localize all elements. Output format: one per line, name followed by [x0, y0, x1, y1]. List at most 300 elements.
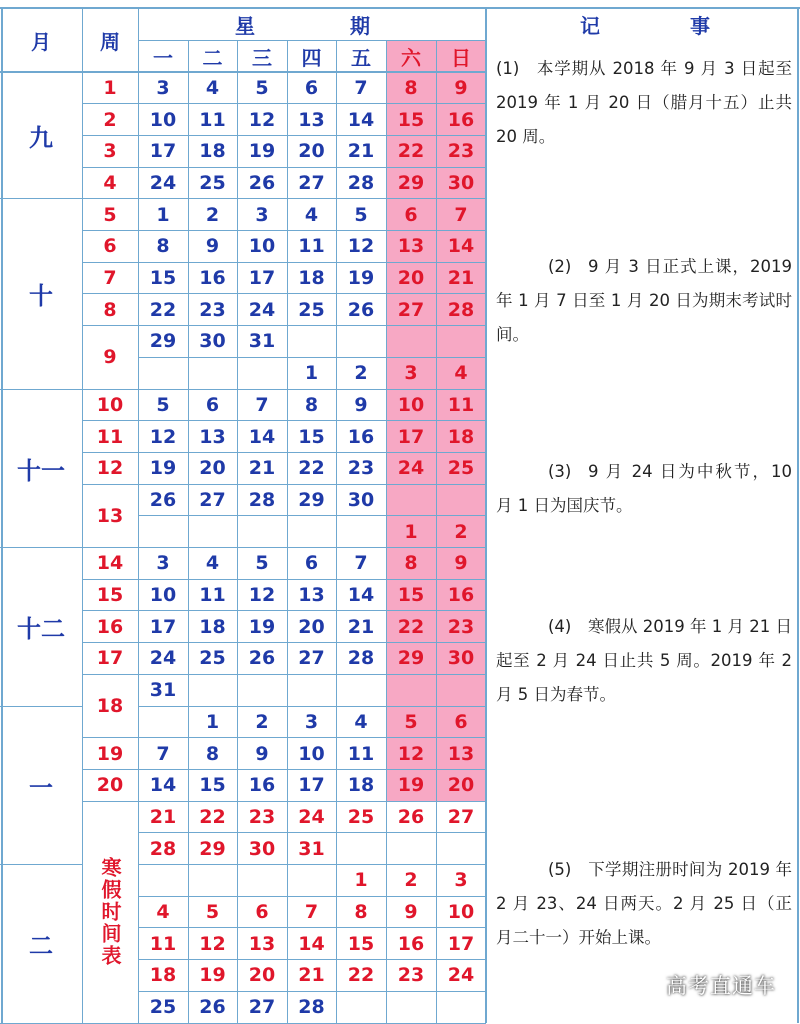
week-number: 7: [103, 267, 117, 290]
week-number: 12: [96, 457, 124, 480]
weekday-7: 日: [451, 45, 471, 70]
note-number: (2): [548, 257, 572, 276]
date-cell: 15: [397, 108, 425, 131]
date-cell: 30: [447, 647, 475, 670]
date-cell: 25: [447, 457, 475, 480]
date-cell: 16: [248, 774, 276, 797]
date-cell: 2: [404, 869, 418, 892]
date-cell: 3: [156, 552, 170, 575]
date-cell: 31: [248, 330, 276, 353]
grid-line: [138, 230, 486, 231]
date-cell: 15: [298, 425, 325, 448]
grid-line: [138, 198, 486, 199]
date-cell: 30: [347, 488, 375, 511]
grid-line: [138, 262, 486, 263]
date-cell: 7: [156, 742, 170, 765]
week-number: 8: [103, 298, 117, 321]
grid-line: [82, 135, 138, 136]
date-cell: 17: [298, 774, 325, 797]
week-number: 15: [96, 584, 124, 607]
grid-line: [138, 40, 486, 41]
grid-line: [0, 198, 82, 199]
month-label: 十二: [17, 615, 65, 644]
grid-line: [82, 198, 138, 199]
month-label: 二: [29, 932, 53, 961]
grid-line: [82, 293, 138, 294]
date-cell: 10: [248, 235, 276, 258]
date-cell: 6: [404, 203, 418, 226]
grid-line: [138, 769, 486, 770]
date-cell: 11: [199, 108, 226, 131]
date-cell: 30: [199, 330, 226, 353]
grid-line: [82, 1023, 138, 1024]
date-cell: 22: [397, 140, 425, 163]
date-cell: 31: [298, 837, 325, 860]
date-cell: 20: [248, 964, 276, 987]
date-cell: 18: [199, 140, 226, 163]
date-cell: 8: [404, 552, 418, 575]
note-item: [496, 853, 792, 955]
week-number: 4: [103, 171, 117, 194]
date-cell: 14: [298, 932, 325, 955]
date-cell: 27: [298, 171, 325, 194]
date-cell: 15: [199, 774, 226, 797]
grid-line: [82, 642, 138, 643]
date-cell: 26: [397, 805, 425, 828]
grid-line: [138, 389, 486, 390]
date-cell: 5: [205, 901, 220, 924]
date-cell: 1: [304, 362, 319, 385]
date-cell: 13: [248, 932, 276, 955]
date-cell: 28: [248, 488, 276, 511]
grid-line: [138, 167, 486, 168]
date-cell: 16: [347, 425, 375, 448]
date-cell: 7: [354, 552, 368, 575]
date-cell: 11: [298, 235, 325, 258]
week-number: 3: [103, 140, 117, 163]
date-cell: 12: [347, 235, 375, 258]
grid-line: [138, 547, 486, 548]
grid-line: [82, 230, 138, 231]
date-cell: 5: [404, 710, 418, 733]
grid-line: [82, 674, 138, 675]
note-item: [496, 610, 792, 712]
date-cell: 14: [347, 584, 375, 607]
date-cell: 3: [304, 710, 319, 733]
date-cell: 24: [149, 647, 177, 670]
date-cell: 18: [447, 425, 475, 448]
date-cell: 8: [156, 235, 170, 258]
grid-line: [138, 293, 486, 294]
date-cell: 20: [298, 140, 325, 163]
date-cell: 4: [354, 710, 368, 733]
grid-line: [138, 927, 486, 928]
week-number: 16: [96, 615, 124, 638]
date-cell: 17: [447, 932, 475, 955]
date-cell: 6: [255, 901, 269, 924]
date-cell: 2: [255, 710, 269, 733]
date-cell: 23: [199, 298, 226, 321]
date-cell: 19: [149, 457, 177, 480]
date-cell: 21: [347, 615, 375, 638]
date-cell: 13: [397, 235, 425, 258]
date-cell: 2: [454, 520, 468, 543]
week-header: 周: [100, 29, 120, 54]
weekday-2: 二: [202, 45, 223, 70]
week-number: 19: [96, 742, 124, 765]
date-cell: 26: [149, 488, 177, 511]
date-cell: 10: [149, 584, 177, 607]
weekday-3: 三: [252, 45, 272, 70]
grid-line: [0, 547, 82, 548]
grid-line: [138, 991, 486, 992]
weekday-title-right: 期: [350, 13, 370, 38]
weekday-4: 四: [301, 45, 322, 70]
weekday-title-left: 星: [235, 13, 255, 38]
date-cell: 14: [447, 235, 475, 258]
grid-line: [138, 1023, 486, 1024]
date-cell: 4: [304, 203, 319, 226]
date-cell: 15: [149, 267, 177, 290]
week-number: 20: [96, 774, 124, 797]
date-cell: 18: [298, 267, 325, 290]
date-cell: 22: [397, 615, 425, 638]
date-cell: 6: [304, 552, 319, 575]
grid-line: [138, 357, 486, 358]
date-cell: 12: [248, 108, 276, 131]
date-cell: 23: [248, 805, 276, 828]
date-cell: 5: [255, 76, 269, 99]
date-cell: 11: [347, 742, 375, 765]
week-number: 17: [96, 647, 124, 670]
date-cell: 1: [354, 869, 368, 892]
date-cell: 5: [255, 552, 269, 575]
date-cell: 16: [447, 108, 475, 131]
date-cell: 3: [255, 203, 269, 226]
date-cell: 8: [205, 742, 220, 765]
grid-line: [797, 8, 799, 1023]
date-cell: 1: [205, 710, 220, 733]
date-cell: 4: [156, 901, 170, 924]
note-text: 下学期注册时间为 2019 年 2 月 23、24 日两天。2 月 25 日（正月二十一）开始上课。: [496, 860, 792, 947]
date-cell: 12: [248, 584, 276, 607]
date-cell: 8: [304, 393, 319, 416]
date-cell: 28: [447, 298, 475, 321]
date-cell: 27: [447, 805, 475, 828]
grid-line: [237, 40, 238, 1023]
grid-line: [188, 40, 189, 1023]
grid-line: [82, 801, 138, 802]
week-number: 18: [96, 694, 124, 717]
date-cell: 29: [149, 330, 177, 353]
grid-line: [138, 959, 486, 960]
date-cell: 20: [298, 615, 325, 638]
note-number: (4): [548, 617, 572, 636]
date-cell: 5: [354, 203, 368, 226]
grid-line: [82, 389, 138, 390]
date-cell: 7: [304, 901, 319, 924]
note-number: (1): [496, 59, 520, 78]
grid-line: [0, 1023, 82, 1024]
date-cell: 29: [199, 837, 226, 860]
date-cell: 21: [447, 267, 475, 290]
date-cell: 9: [404, 901, 418, 924]
date-cell: 23: [447, 615, 475, 638]
date-cell: 25: [347, 805, 375, 828]
date-cell: 27: [298, 647, 325, 670]
date-cell: 14: [149, 774, 177, 797]
date-cell: 26: [347, 298, 375, 321]
date-cell: 18: [199, 615, 226, 638]
grid-line: [82, 769, 138, 770]
date-cell: 24: [447, 964, 475, 987]
date-cell: 8: [354, 901, 368, 924]
grid-line: [336, 40, 337, 1023]
grid-line: [138, 642, 486, 643]
date-cell: 14: [248, 425, 276, 448]
grid-line: [138, 706, 486, 707]
date-cell: 21: [347, 140, 375, 163]
date-cell: 12: [149, 425, 177, 448]
date-cell: 6: [205, 393, 220, 416]
date-cell: 17: [149, 615, 177, 638]
grid-line: [138, 610, 486, 611]
month-label: 十: [29, 282, 53, 311]
date-cell: 15: [347, 932, 375, 955]
date-cell: 27: [248, 996, 276, 1019]
grid-line: [82, 452, 138, 453]
grid-line: [82, 579, 138, 580]
date-cell: 24: [298, 805, 325, 828]
grid-line: [138, 452, 486, 453]
date-cell: 29: [397, 647, 425, 670]
date-cell: 22: [199, 805, 226, 828]
grid-line: [287, 40, 288, 1023]
month-label: 十一: [17, 456, 65, 485]
date-cell: 28: [149, 837, 177, 860]
date-cell: 11: [199, 584, 226, 607]
grid-line: [138, 737, 486, 738]
date-cell: 24: [149, 171, 177, 194]
grid-line: [138, 832, 486, 833]
grid-line: [138, 864, 486, 865]
note-item: [496, 250, 792, 352]
grid-line: [138, 484, 486, 485]
date-cell: 19: [248, 615, 276, 638]
date-cell: 3: [156, 76, 170, 99]
date-cell: 7: [354, 76, 368, 99]
grid-line: [138, 135, 486, 136]
grid-line: [436, 40, 437, 1023]
note-item: [496, 52, 792, 154]
note-text: 寒假从 2019 年 1 月 21 日起至 2 月 24 日止共 5 周。2019 年 2 月 5 日为春节。: [496, 617, 792, 704]
date-cell: 17: [149, 140, 177, 163]
date-cell: 26: [248, 171, 276, 194]
date-cell: 9: [205, 235, 220, 258]
date-cell: 12: [199, 932, 226, 955]
note-number: (3): [548, 462, 572, 481]
date-cell: 21: [298, 964, 325, 987]
date-cell: 28: [347, 647, 375, 670]
date-cell: 9: [354, 393, 368, 416]
date-cell: 22: [149, 298, 177, 321]
date-cell: 10: [149, 108, 177, 131]
date-cell: 8: [404, 76, 418, 99]
date-cell: 19: [397, 774, 425, 797]
date-cell: 3: [454, 869, 468, 892]
grid-line: [82, 610, 138, 611]
grid-line: [0, 389, 82, 390]
date-cell: 9: [255, 742, 269, 765]
note-item: [496, 455, 792, 523]
week-number: 6: [103, 235, 117, 258]
vacation-label: 寒假时间表: [98, 857, 122, 968]
date-cell: 19: [347, 267, 375, 290]
grid-line: [138, 515, 486, 516]
date-cell: 1: [156, 203, 170, 226]
weekday-6: 六: [401, 45, 421, 70]
date-cell: 19: [248, 140, 276, 163]
date-cell: 10: [397, 393, 425, 416]
date-cell: 25: [298, 298, 325, 321]
notes-title-left: 记: [580, 13, 600, 38]
grid-line: [82, 8, 83, 1023]
date-cell: 21: [149, 805, 177, 828]
date-cell: 15: [397, 584, 425, 607]
date-cell: 20: [397, 267, 425, 290]
date-cell: 6: [454, 710, 468, 733]
week-number: 10: [96, 393, 124, 416]
grid-line: [82, 167, 138, 168]
grid-line: [82, 547, 138, 548]
grid-line: [138, 896, 486, 897]
grid-line: [82, 103, 138, 104]
date-cell: 16: [199, 267, 226, 290]
date-cell: 28: [298, 996, 325, 1019]
date-cell: 24: [248, 298, 276, 321]
date-cell: 30: [248, 837, 276, 860]
date-cell: 24: [397, 457, 425, 480]
date-cell: 4: [205, 552, 220, 575]
weekday-5: 五: [351, 45, 371, 70]
week-number: 2: [103, 108, 117, 131]
month-header: 月: [31, 29, 51, 54]
date-cell: 14: [347, 108, 375, 131]
date-cell: 23: [447, 140, 475, 163]
grid-line: [0, 864, 82, 865]
grid-line: [82, 420, 138, 421]
date-cell: 22: [347, 964, 375, 987]
date-cell: 10: [447, 901, 475, 924]
grid-line: [386, 40, 387, 1023]
week-number: 5: [103, 203, 117, 226]
date-cell: 28: [347, 171, 375, 194]
grid-line: [0, 7, 800, 9]
date-cell: 27: [397, 298, 425, 321]
date-cell: 16: [397, 932, 425, 955]
date-cell: 30: [447, 171, 475, 194]
week-number: 14: [96, 552, 124, 575]
date-cell: 25: [149, 996, 177, 1019]
grid-line: [82, 737, 138, 738]
note-text: 本学期从 2018 年 9 月 3 日起至 2019 年 1 月 20 日（腊月十五）止共 20 周。: [496, 59, 792, 146]
grid-line: [82, 325, 138, 326]
date-cell: 2: [205, 203, 220, 226]
date-cell: 25: [199, 171, 226, 194]
date-cell: 9: [454, 76, 468, 99]
grid-line: [82, 262, 138, 263]
date-cell: 23: [347, 457, 375, 480]
week-number: 1: [103, 76, 117, 99]
grid-line: [82, 484, 138, 485]
note-text: 9 月 24 日为中秋节，10 月 1 日为国庆节。: [496, 462, 792, 515]
date-cell: 25: [199, 647, 226, 670]
date-cell: 26: [199, 996, 226, 1019]
date-cell: 13: [447, 742, 475, 765]
grid-line: [0, 71, 486, 73]
date-cell: 17: [248, 267, 276, 290]
date-cell: 21: [248, 457, 276, 480]
grid-line: [0, 706, 82, 707]
grid-line: [138, 801, 486, 802]
date-cell: 11: [149, 932, 177, 955]
date-cell: 5: [156, 393, 170, 416]
note-text: 9 月 3 日正式上课，2019 年 1 月 7 日至 1 月 20 日为期末考试时间。: [496, 257, 792, 344]
date-cell: 7: [255, 393, 269, 416]
date-cell: 4: [205, 76, 220, 99]
date-cell: 7: [454, 203, 468, 226]
date-cell: 19: [199, 964, 226, 987]
date-cell: 22: [298, 457, 325, 480]
date-cell: 18: [149, 964, 177, 987]
week-number: 11: [96, 425, 124, 448]
date-cell: 23: [397, 964, 425, 987]
date-cell: 12: [397, 742, 425, 765]
date-cell: 31: [149, 679, 177, 702]
month-label: 一: [29, 773, 53, 802]
date-cell: 2: [354, 362, 368, 385]
watermark: 高考直通车: [666, 974, 776, 998]
note-number: (5): [548, 860, 572, 879]
week-number: 9: [103, 346, 117, 369]
month-label: 九: [29, 123, 53, 152]
date-cell: 6: [304, 76, 319, 99]
date-cell: 18: [347, 774, 375, 797]
date-cell: 17: [397, 425, 425, 448]
grid-line: [138, 325, 486, 326]
grid-line: [138, 103, 486, 104]
date-cell: 10: [298, 742, 325, 765]
date-cell: 26: [248, 647, 276, 670]
date-cell: 9: [454, 552, 468, 575]
date-cell: 3: [404, 362, 418, 385]
date-cell: 29: [298, 488, 325, 511]
notes-title-right: 事: [690, 13, 710, 38]
weekday-1: 一: [153, 45, 173, 70]
grid-line: [138, 579, 486, 580]
date-cell: 13: [298, 584, 325, 607]
date-cell: 29: [397, 171, 425, 194]
grid-line: [1, 8, 3, 1023]
date-cell: 16: [447, 584, 475, 607]
week-number: 13: [96, 504, 124, 527]
date-cell: 11: [447, 393, 475, 416]
date-cell: 13: [298, 108, 325, 131]
date-cell: 20: [447, 774, 475, 797]
grid-line: [138, 674, 486, 675]
date-cell: 4: [454, 362, 468, 385]
date-cell: 1: [404, 520, 418, 543]
